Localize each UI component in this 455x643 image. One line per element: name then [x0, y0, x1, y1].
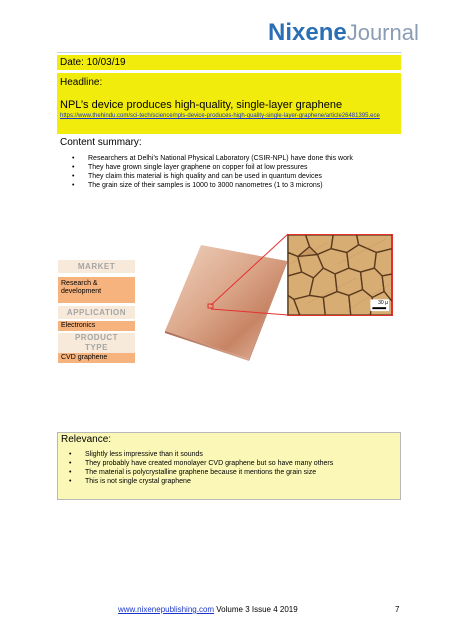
- publisher-link[interactable]: www.nixenepublishing.com: [118, 605, 215, 614]
- list-item: • The grain size of their samples is 1000 to 3000 nanometres (1 to 3 microns): [72, 182, 323, 189]
- product-type-header: PRODUCT TYPE: [58, 333, 135, 353]
- list-item: • Researchers at Delhi’s National Physical Laboratory (CSIR-NPL) have done this work: [72, 155, 353, 162]
- list-item: • They probably have created monolayer CVD graphene but so have many others: [69, 460, 334, 467]
- header-divider: [57, 52, 402, 53]
- footer: [118, 605, 298, 615]
- relevance-label: Relevance:: [61, 434, 112, 445]
- market-header: MARKET: [58, 260, 135, 273]
- content-summary-list: [64, 154, 394, 190]
- list-item: • They have grown single layer graphene on copper foil at low pressures: [72, 164, 308, 171]
- journal-logo: [268, 20, 419, 46]
- logo-journal: Journal: [346, 20, 419, 45]
- relevance-section: [57, 432, 401, 500]
- relevance-list: [61, 450, 397, 486]
- headline-section: [57, 73, 401, 134]
- list-item: • This is not single crystal graphene: [69, 478, 191, 485]
- list-item: • Slightly less impressive than it sounds: [69, 451, 203, 458]
- issue-info: Volume 3 Issue 4 2019: [214, 605, 298, 614]
- product-type-value: CVD graphene: [58, 353, 135, 363]
- headline-source-link[interactable]: https://www.thehindu.com/sci-tech/science/npls-device-produces-high-quality-single-layer-graphene/article26481395.ece: [60, 113, 380, 119]
- logo-nixene: Nixene: [268, 19, 347, 46]
- scale-bar-label: 30 µ: [378, 300, 388, 306]
- date-field: Date: 10/03/19: [57, 55, 401, 70]
- market-value: Research & development: [58, 277, 135, 303]
- application-value: Electronics: [58, 321, 135, 331]
- list-item: • They claim this material is high quality and can be used in quantum devices: [72, 173, 322, 180]
- page-number: 7: [395, 605, 400, 614]
- list-item: • The material is polycrystalline graphene because it mentions the grain size: [69, 469, 317, 476]
- copper-foil-image: [163, 241, 288, 361]
- content-summary-label: Content summary:: [60, 137, 142, 148]
- headline-title: NPL’s device produces high-quality, single-layer graphene: [60, 99, 343, 111]
- application-header: APPLICATION: [58, 306, 135, 319]
- headline-label: Headline:: [60, 77, 103, 88]
